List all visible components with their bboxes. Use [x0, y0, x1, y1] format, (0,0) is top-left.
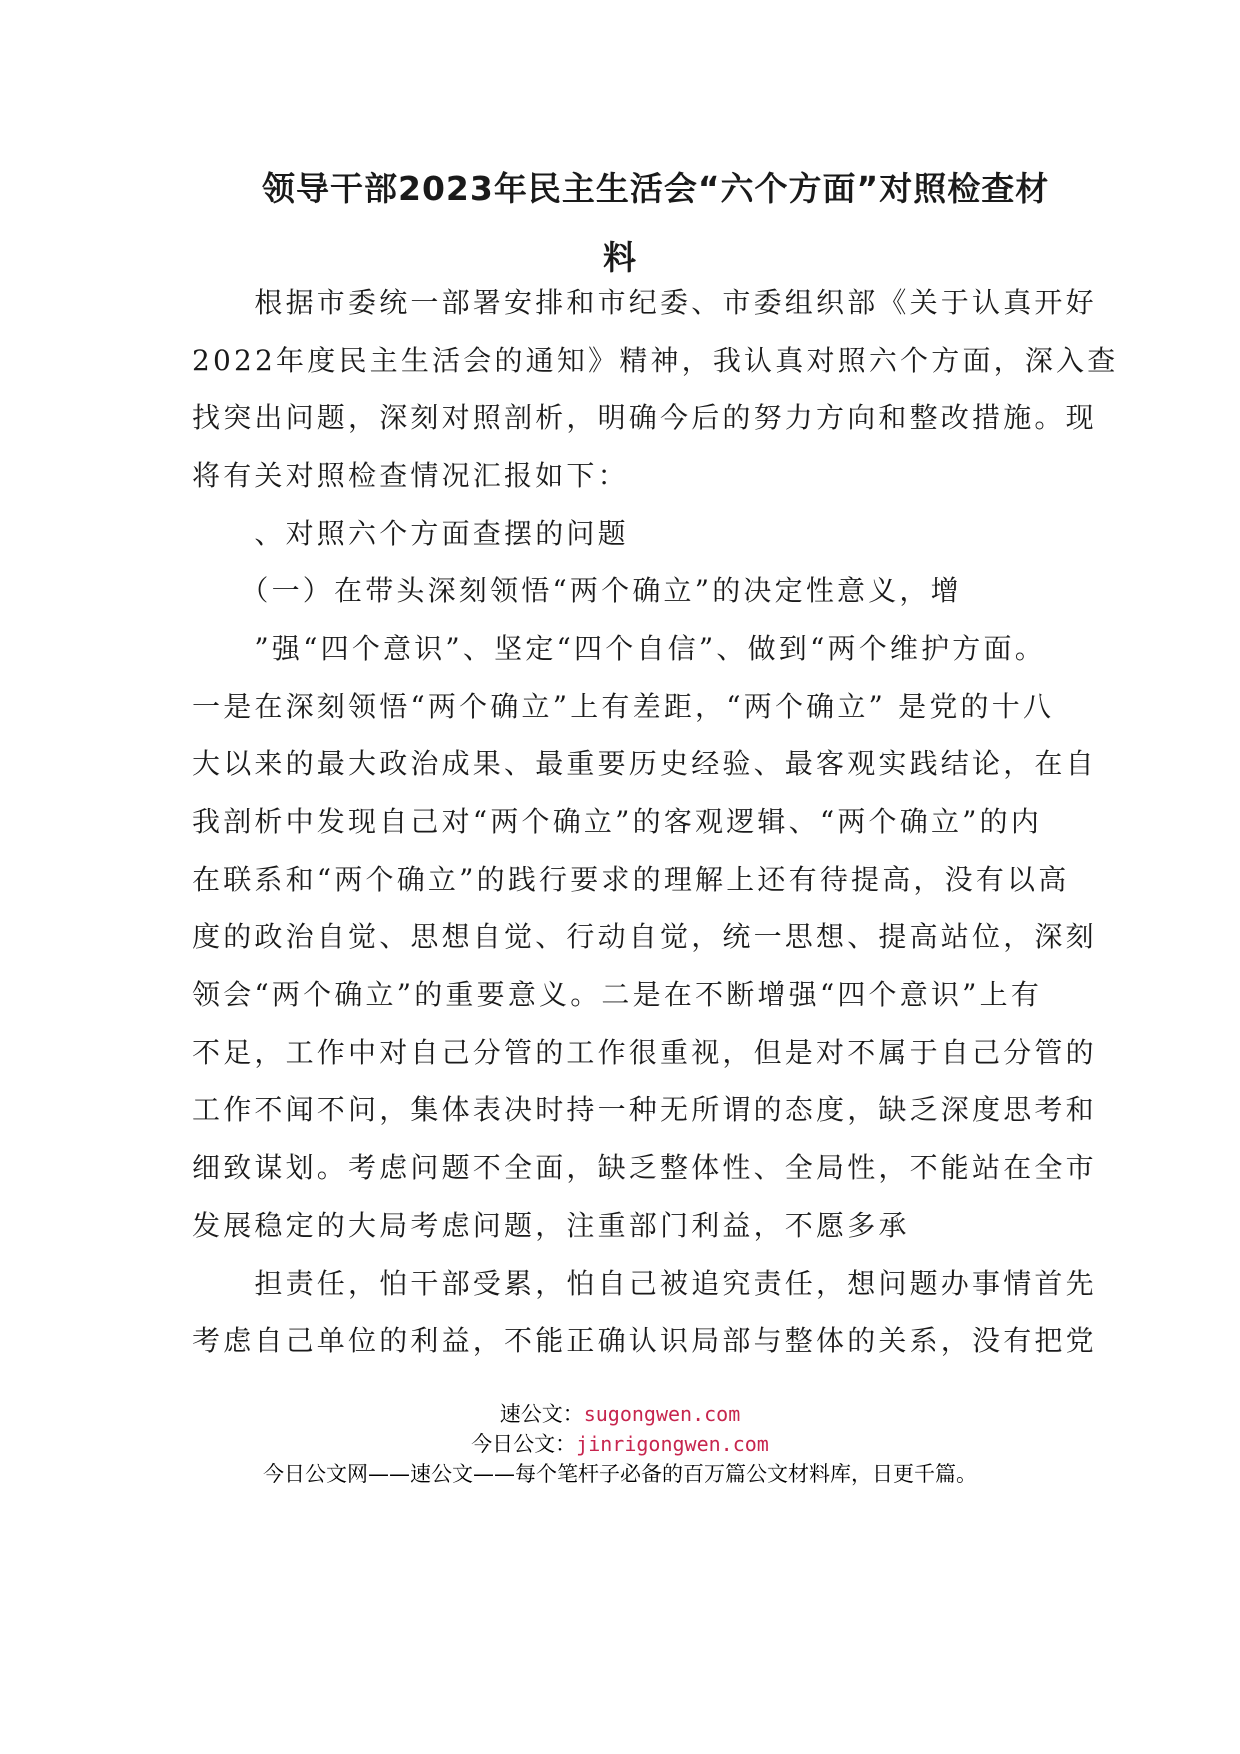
body-line: 2022年度民主生活会的通知》精神，我认真对照六个方面，深入查 [192, 344, 1119, 377]
body-line: 在联系和“两个确立”的践行要求的理解上还有待提高，没有以高 [192, 863, 1070, 896]
body-line: 发展稳定的大局考虑问题，注重部门利益，不愿多承 [192, 1209, 910, 1242]
body-line: 考虑自己单位的利益，不能正确认识局部与整体的关系，没有把党 [192, 1324, 1097, 1357]
body-line: 将有关对照检查情况汇报如下： [192, 459, 629, 492]
body-line: 细致谋划。考虑问题不全面，缺乏整体性、全局性，不能站在全市 [192, 1151, 1097, 1184]
body-line: 我剖析中发现自己对“两个确立”的客观逻辑、“两个确立”的内 [192, 805, 1043, 838]
footer-label: 速公文： [499, 1402, 584, 1426]
body-line: 担责任，怕干部受累，怕自己被追究责任，想问题办事情首先 [192, 1267, 1097, 1300]
body-line: 一是在深刻领悟“两个确立”上有差距，“两个确立” 是党的十八 [192, 690, 1055, 723]
footer-line-2 [0, 1428, 1240, 1458]
document-title-line-2: 料 [603, 238, 637, 277]
footer-slogan: 今日公文网——速公文——每个笔杆子必备的百万篇公文材料库，日更千篇。 [263, 1462, 977, 1486]
body-line: ”强“四个意识”、坚定“四个自信”、做到“两个维护方面。 [192, 632, 1046, 665]
footer-link-jinrigongwen[interactable]: jinrigongwen.com [576, 1432, 769, 1456]
body-line: 大以来的最大政治成果、最重要历史经验、最客观实践结论，在自 [192, 747, 1097, 780]
footer-label: 今日公文： [471, 1432, 577, 1456]
footer-line-1 [0, 1398, 1240, 1428]
body-line: 领会“两个确立”的重要意义。二是在不断增强“四个意识”上有 [192, 978, 1043, 1011]
body-line: 找突出问题，深刻对照剖析，明确今后的努力方向和整改措施。现 [192, 401, 1097, 434]
section-heading: 、对照六个方面查摆的问题 [192, 517, 629, 550]
document-title-line-1: 领导干部2023年民主生活会“六个方面”对照检查材 [262, 169, 1050, 208]
body-line: 工作不闻不问，集体表决时持一种无所谓的态度，缺乏深度思考和 [192, 1093, 1097, 1126]
body-line: 度的政治自觉、思想自觉、行动自觉，统一思想、提高站位，深刻 [192, 920, 1097, 953]
body-line: 不足，工作中对自己分管的工作很重视，但是对不属于自己分管的 [192, 1036, 1097, 1069]
subsection-heading: （一）在带头深刻领悟“两个确立”的决定性意义，增 [192, 574, 962, 607]
body-line: 根据市委统一部署安排和市纪委、市委组织部《关于认真开好 [192, 286, 1097, 319]
footer-link-sugongwen[interactable]: sugongwen.com [583, 1402, 741, 1426]
